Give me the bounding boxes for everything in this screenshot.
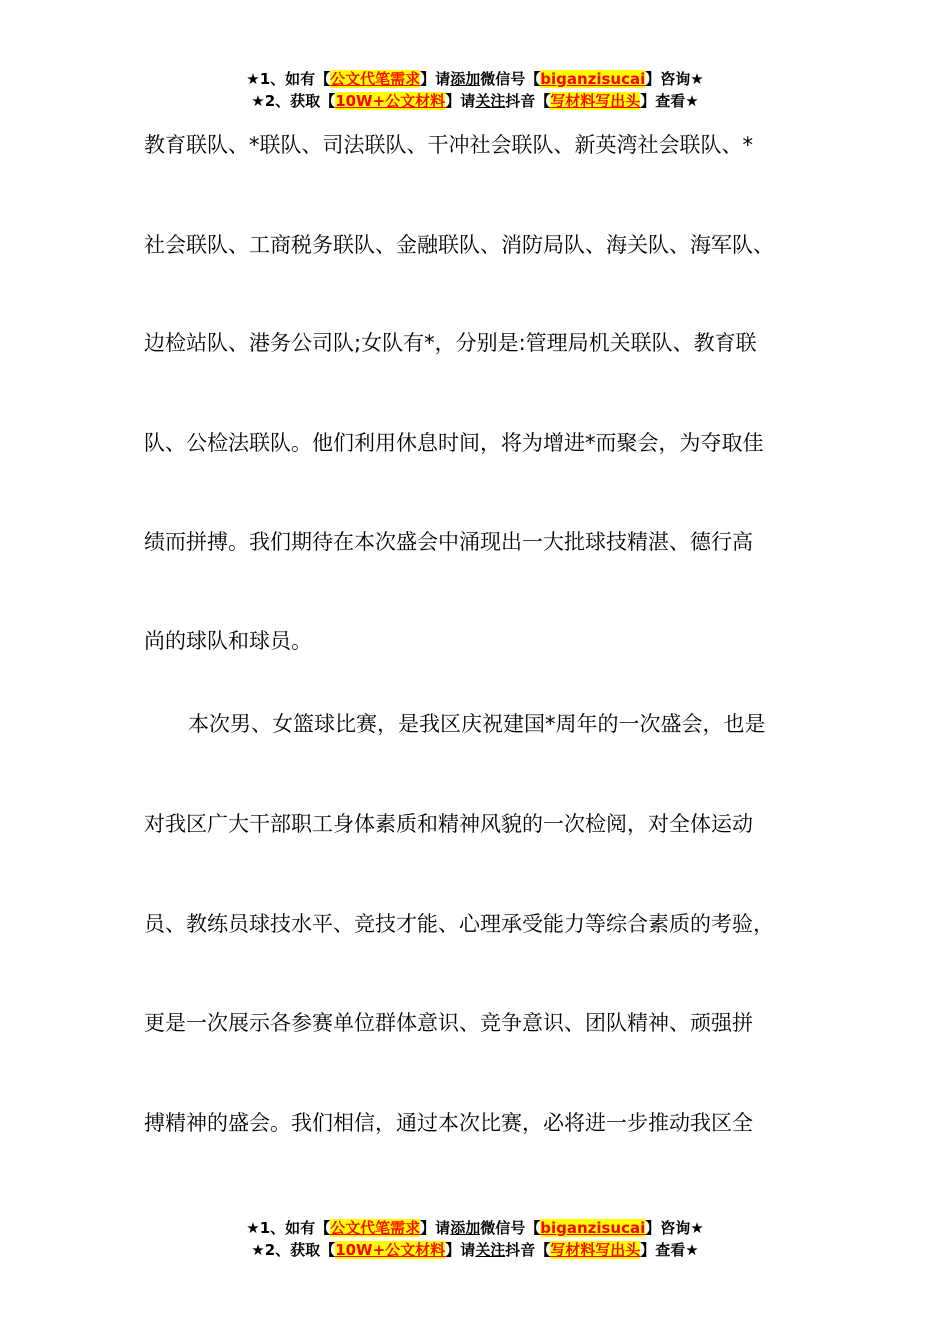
banner-highlight: 10W+公文材料 [335, 92, 446, 110]
banner-text: ★1、如有【 [246, 1219, 331, 1237]
banner-underlined: 添加 [450, 1219, 481, 1237]
body-line: 边检站队、港务公司队;女队有*，分别是:管理局机关联队、教育联 [144, 331, 757, 355]
banner-underlined: 关注 [475, 1241, 506, 1259]
banner-text: 微信号【 [480, 70, 541, 88]
body-line: 本次男、女篮球比赛，是我区庆祝建国*周年的一次盛会，也是 [188, 712, 766, 736]
banner-text: 】请 [420, 1219, 451, 1237]
banner-line-2 [0, 1239, 950, 1261]
banner-highlight: 10W+公文材料 [335, 1241, 446, 1259]
banner-text: 抖音【 [505, 1241, 551, 1259]
banner-wechat-id: biganzisucai [540, 1219, 646, 1237]
body-line: 教育联队、*联队、司法联队、干冲社会联队、新英湾社会联队、* [144, 133, 753, 157]
body-line: 更是一次展示各参赛单位群体意识、竞争意识、团队精神、顽强拼 [144, 1011, 753, 1035]
banner-highlight: 公文代笔需求 [330, 70, 421, 88]
banner-text: 】请 [445, 1241, 476, 1259]
body-line: 员、教练员球技水平、竞技才能、心理承受能力等综合素质的考验， [144, 912, 774, 936]
banner-text: 】查看★ [640, 1241, 699, 1259]
banner-text: 微信号【 [480, 1219, 541, 1237]
banner-underlined: 关注 [475, 92, 506, 110]
body-line: 对我区广大干部职工身体素质和精神风貌的一次检阅，对全体运动 [144, 812, 753, 836]
banner-text: 】咨询★ [645, 1219, 704, 1237]
banner-text: ★2、获取【 [251, 92, 336, 110]
body-line: 队、公检法联队。他们利用休息时间，将为增进*而聚会，为夺取佳 [144, 431, 764, 455]
banner-text: ★2、获取【 [251, 1241, 336, 1259]
banner-underlined: 添加 [450, 70, 481, 88]
banner-text: 】查看★ [640, 92, 699, 110]
banner-highlight: 公文代笔需求 [330, 1219, 421, 1237]
banner-line-1 [0, 68, 950, 90]
body-line: 社会联队、工商税务联队、金融联队、消防局队、海关队、海军队、 [144, 233, 774, 257]
banner-line-2 [0, 90, 950, 112]
banner-line-1 [0, 1217, 950, 1239]
body-line: 绩而拼搏。我们期待在本次盛会中涌现出一大批球技精湛、德行高 [144, 530, 753, 554]
banner-text: 】咨询★ [645, 70, 704, 88]
banner-douyin-name: 写材料写出头 [550, 92, 641, 110]
banner-text: 】请 [445, 92, 476, 110]
banner-douyin-name: 写材料写出头 [550, 1241, 641, 1259]
footer-banner [0, 1217, 950, 1261]
banner-text: 抖音【 [505, 92, 551, 110]
body-line: 搏精神的盛会。我们相信，通过本次比赛，必将进一步推动我区全 [144, 1111, 753, 1135]
banner-wechat-id: biganzisucai [540, 70, 646, 88]
body-line: 尚的球队和球员。 [144, 629, 312, 653]
banner-text: ★1、如有【 [246, 70, 331, 88]
header-banner [0, 68, 950, 112]
banner-text: 】请 [420, 70, 451, 88]
